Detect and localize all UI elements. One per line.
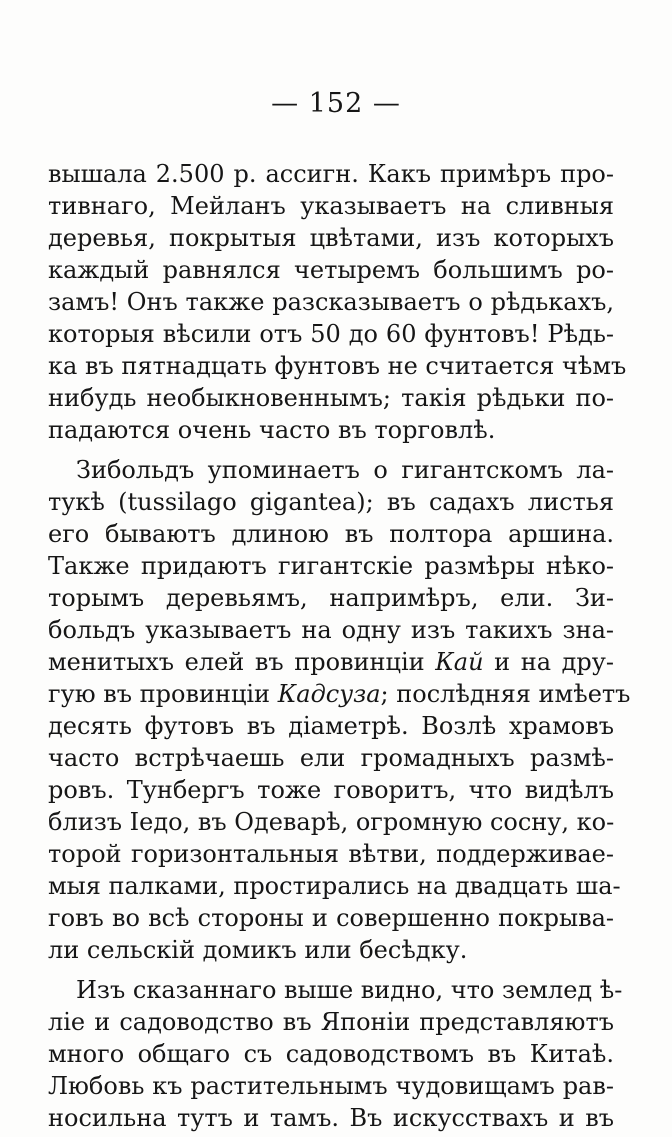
text-line: ліе и садоводство въ Японіи представляютъ — [48, 1008, 614, 1036]
text-line: нибудь необыкновеннымъ; такія рѣдьки по- — [48, 384, 614, 412]
text-line: Любовь къ растительнымъ чудовищамъ рав- — [48, 1072, 614, 1100]
text-line: говъ во всѣ стороны и совершенно покрыва- — [48, 904, 614, 932]
text-line: его бываютъ длиною въ полтора аршина. — [48, 520, 614, 548]
text-segment: менитыхъ елей въ провинціи — [48, 648, 436, 676]
text-line: Также придаютъ гигантскіе размѣры нѣко- — [48, 552, 614, 580]
text-line: Изъ сказаннаго выше видно, что землед ѣ- — [76, 976, 623, 1004]
text-line — [48, 644, 614, 680]
text-line: каждый равнялся четыремъ большимъ ро- — [48, 256, 614, 284]
text-segment: ; послѣдняя имѣетъ — [380, 680, 631, 708]
text-line: больдъ указываетъ на одну изъ такихъ зна- — [48, 616, 614, 644]
text-line: которыя вѣсили отъ 50 до 60 фунтовъ! Рѣдь- — [48, 320, 614, 348]
text-line: тукѣ (tussilago gigantea); въ садахъ листья — [48, 488, 614, 516]
text-line: торымъ деревьямъ, напримѣръ, ели. Зи- — [48, 584, 614, 612]
italic-place-name: Кадсуза — [277, 680, 381, 708]
text-line: ровъ. Тунбергъ тоже говоритъ, что видѣлъ — [48, 776, 614, 804]
text-line: близъ Іедо, въ Одеварѣ, огромную сосну, ко- — [48, 808, 615, 836]
text-line: мыя палками, простирались на двадцать ша- — [48, 872, 621, 900]
text-line: Зибольдъ упоминаетъ о гигантскомъ ла- — [76, 456, 614, 484]
text-line: вышала 2.500 р. ассигн. Какъ примѣръ про- — [48, 160, 614, 188]
text-line: замъ! Онъ также разсказываетъ о рѣдькахъ, — [48, 288, 614, 316]
text-line: падаются очень часто въ торговлѣ. — [48, 416, 496, 444]
text-segment: и на дру- — [483, 648, 614, 676]
text-line: много общаго съ садоводствомъ въ Китаѣ. — [48, 1040, 614, 1068]
text-line: торой горизонтальныя вѣтви, поддерживае- — [48, 840, 614, 868]
italic-place-name: Кай — [435, 648, 484, 676]
text-line: ка въ пятнадцать фунтовъ не считается чѣмъ — [48, 352, 627, 380]
text-line — [48, 676, 631, 712]
text-segment: гую въ провинціи — [48, 680, 278, 708]
text-line: носильна тутъ и тамъ. Въ искусствахъ и въ — [48, 1104, 614, 1132]
page-number: — 152 — — [271, 88, 401, 119]
text-line: тивнаго, Мейланъ указываетъ на сливныя — [48, 192, 614, 220]
text-line: часто встрѣчаешь ели громадныхъ размѣ- — [48, 744, 614, 772]
text-line: деревья, покрытыя цвѣтами, изъ которыхъ — [48, 224, 614, 252]
text-line: десять футовъ въ діаметрѣ. Возлѣ храмовъ — [48, 712, 614, 740]
text-line: ли сельскій домикъ или бесѣдку. — [48, 936, 468, 964]
